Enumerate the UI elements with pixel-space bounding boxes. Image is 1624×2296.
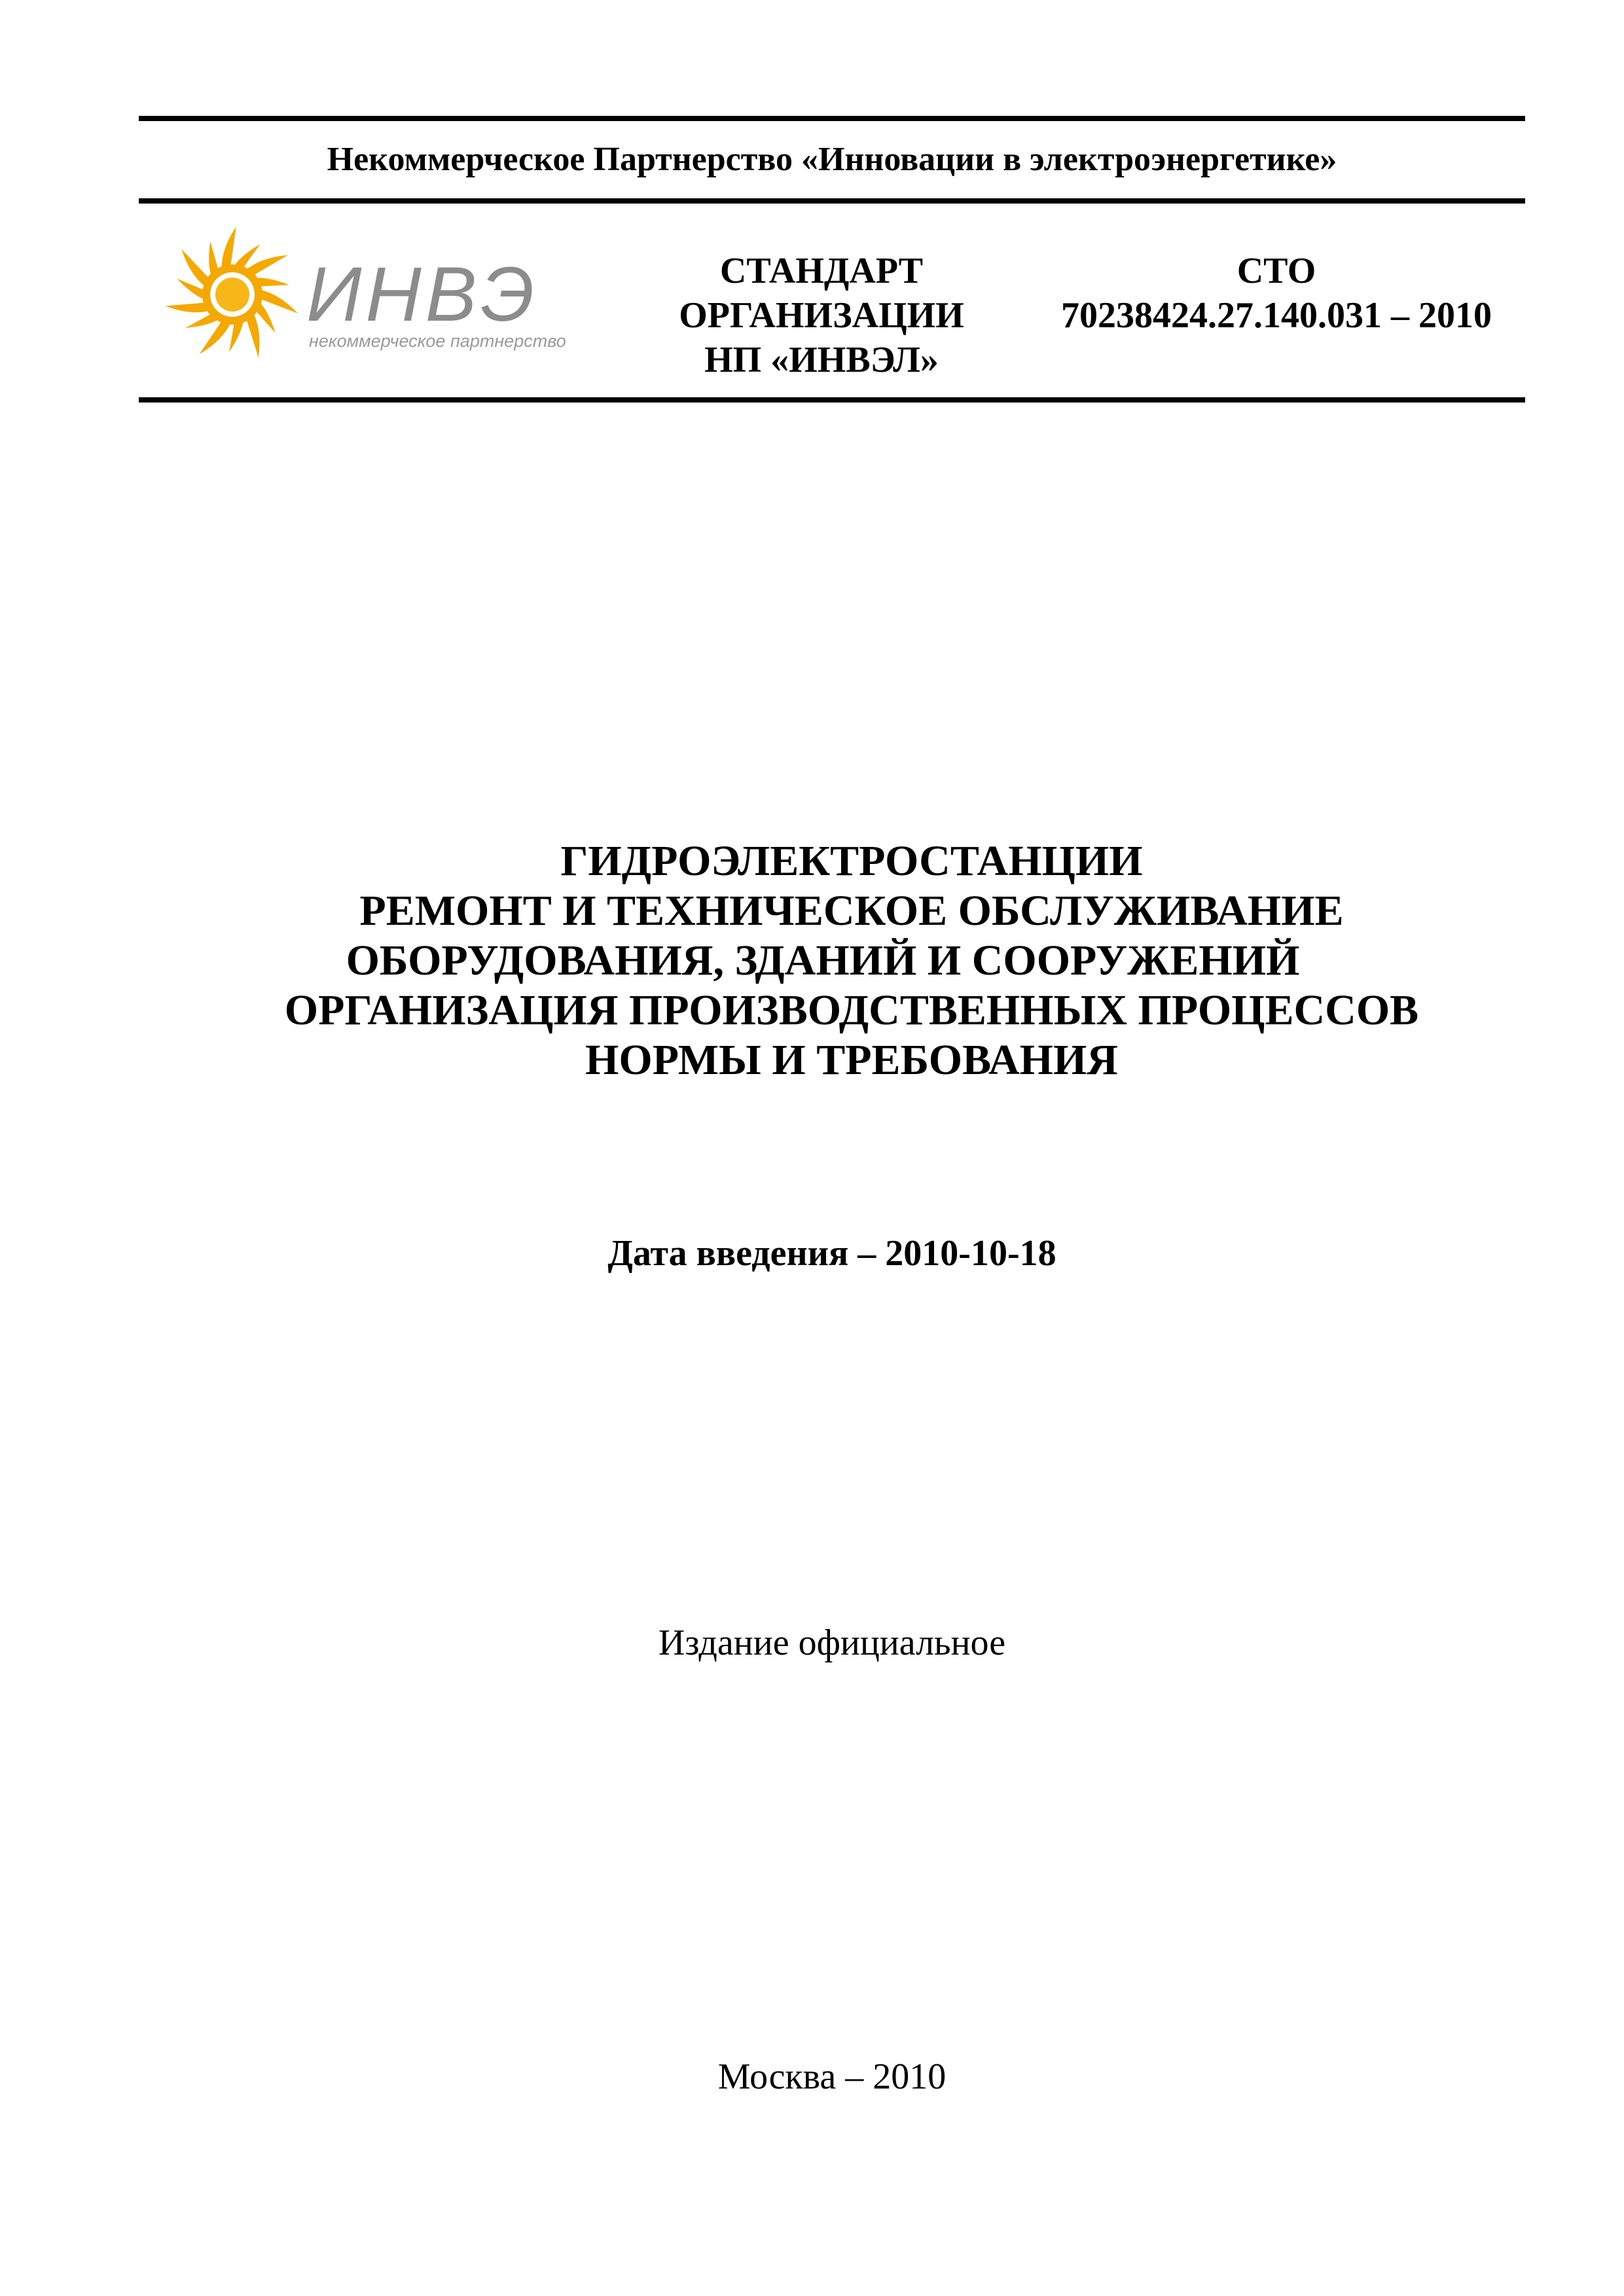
edition-note: Издание официальное xyxy=(658,1623,1006,1663)
standard-designation xyxy=(1041,249,1512,338)
introduction-date: Дата введения – 2010-10-18 xyxy=(607,1233,1056,1274)
title-line: ОРГАНИЗАЦИЯ ПРОИЗВОДСТВЕННЫХ ПРОЦЕССОВ xyxy=(284,986,1419,1034)
top-rule xyxy=(139,116,1525,121)
logo-wordmark: ИНВЭ xyxy=(306,251,539,338)
sun-ray xyxy=(247,255,288,276)
sun-icon xyxy=(166,226,298,357)
standard-line: СТАНДАРТ xyxy=(719,251,924,291)
title-line: ГИДРОЭЛЕКТРОСТАНЦИИ xyxy=(560,837,1143,885)
invel-logo xyxy=(157,223,602,373)
logo-tagline: некоммерческое партнерство xyxy=(309,331,566,351)
sun-ray xyxy=(261,290,298,314)
designation-number: 70238424.27.140.031 – 2010 xyxy=(1061,295,1492,336)
organization-name: Некоммерческое Партнерство «Инновации в электроэнергетике» xyxy=(327,141,1337,178)
title-line: НОРМЫ И ТРЕБОВАНИЯ xyxy=(585,1036,1118,1084)
sun-ray xyxy=(256,278,289,287)
sun-ray xyxy=(247,314,260,357)
sun-ray xyxy=(222,226,236,268)
middle-rule xyxy=(139,198,1525,204)
standard-type-block xyxy=(645,249,998,382)
title-line: РЕМОНТ И ТЕХНИЧЕСКОЕ ОБСЛУЖИВАНИЕ xyxy=(359,887,1344,935)
bottom-rule xyxy=(139,397,1525,403)
standard-line: НП «ИНВЭЛ» xyxy=(704,340,939,380)
sun-ray xyxy=(229,321,243,352)
designation-prefix: СТО xyxy=(1236,251,1316,291)
document-title xyxy=(139,836,1525,1085)
standard-line: ОРГАНИЗАЦИИ xyxy=(679,295,964,336)
place-and-year: Москва – 2010 xyxy=(717,2056,947,2097)
sun-ray xyxy=(166,303,209,313)
sun-ray xyxy=(181,249,209,287)
title-line: ОБОРУДОВАНИЯ, ЗДАНИЙ И СООРУЖЕНИЙ xyxy=(346,937,1300,984)
sun-ray xyxy=(200,321,231,354)
